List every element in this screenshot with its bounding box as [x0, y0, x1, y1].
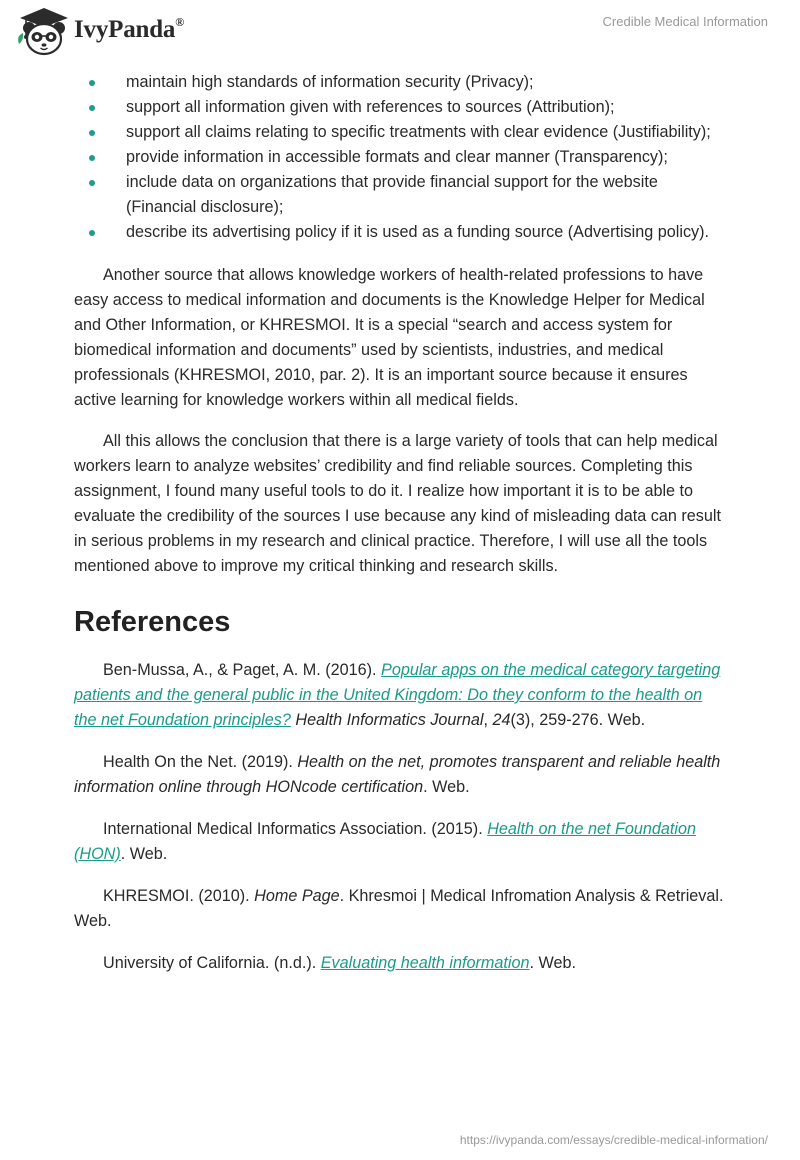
- reference-link[interactable]: Popular apps on the medical category targeting patients and the general public in the United Kingdom: Do they conform to the health on the net Foundation principles?: [74, 661, 721, 729]
- reference-journal: Health Informatics Journal: [295, 711, 484, 729]
- source-url[interactable]: https://ivypanda.com/essays/credible-medical-information/: [459, 1133, 768, 1147]
- reference-title: Health on the net, promotes transparent and reliable health information online through HONcode certification: [74, 753, 721, 796]
- bullet-icon: [89, 155, 95, 161]
- list-item: support all information given with references to sources (Attribution);: [74, 95, 729, 120]
- reference-link[interactable]: Evaluating health information: [320, 954, 530, 972]
- list-item: maintain high standards of information security (Privacy);: [74, 70, 729, 95]
- reference-title: Home Page: [254, 887, 340, 905]
- reference-entry: Ben-Mussa, A., & Paget, A. M. (2016). Popular apps on the medical category targeting patients and the general public in the United Kingdom: Do they conform to the health on the net Foundation principles? Health Informatics Journal, 24(3), 259-276. Web.: [74, 661, 721, 729]
- bullet-icon: [89, 105, 95, 111]
- brand-name: IvyPanda®: [74, 14, 184, 43]
- references-heading: References: [74, 606, 231, 638]
- bullet-icon: [89, 230, 95, 236]
- paragraph-khresmoi: Another source that allows knowledge workers of health-related professions to have easy access to medical information and documents is the Knowledge Helper for Medical and Other Information, or KHRESMOI. It is a special “search and access system for biomedical information and documents” used by scientists, industries, and medical professionals (KHRESMOI, 2010, par. 2). It is an important source because it ensures active learning for knowledge workers within all medical fields.: [74, 266, 705, 409]
- reference-entry: International Medical Informatics Association. (2015). Health on the net Foundation (HON). Web.: [74, 820, 696, 863]
- principles-list: [74, 70, 729, 245]
- list-item: support all claims relating to specific treatments with clear evidence (Justifiability);: [74, 120, 729, 145]
- ivypanda-logo[interactable]: [14, 6, 184, 56]
- essay-body: [74, 70, 729, 976]
- reference-entry: University of California. (n.d.). Evaluating health information. Web.: [103, 954, 576, 972]
- reference-entry: Health On the Net. (2019). Health on the net, promotes transparent and reliable health information online through HONcode certification. Web.: [74, 753, 721, 796]
- bullet-icon: [89, 180, 95, 186]
- reference-volume: 24: [492, 711, 511, 729]
- document-title: Credible Medical Information: [602, 14, 768, 29]
- registered-mark: ®: [175, 14, 184, 29]
- page-header: [0, 0, 800, 60]
- panda-graduate-icon: [14, 6, 72, 56]
- list-item: provide information in accessible formats and clear manner (Transparency);: [74, 145, 729, 170]
- bullet-icon: [89, 80, 95, 86]
- list-item: include data on organizations that provide financial support for the website (Financial disclosure);: [74, 170, 729, 220]
- list-item: describe its advertising policy if it is used as a funding source (Advertising policy).: [74, 220, 729, 245]
- reference-link[interactable]: Health on the net Foundation (HON): [74, 820, 696, 863]
- bullet-icon: [89, 130, 95, 136]
- reference-entry: KHRESMOI. (2010). Home Page. Khresmoi | Medical Infromation Analysis & Retrieval. Web.: [74, 887, 724, 930]
- paragraph-conclusion: All this allows the conclusion that there is a large variety of tools that can help medical workers learn to analyze websites’ credibility and find reliable sources. Completing this assignment, I found many useful tools to do it. I realize how important it is to be able to evaluate the credibility of the sources I use because any kind of misleading data can result in serious problems in my research and clinical practice. Therefore, I will use all the tools mentioned above to improve my critical thinking and research skills.: [74, 432, 721, 575]
